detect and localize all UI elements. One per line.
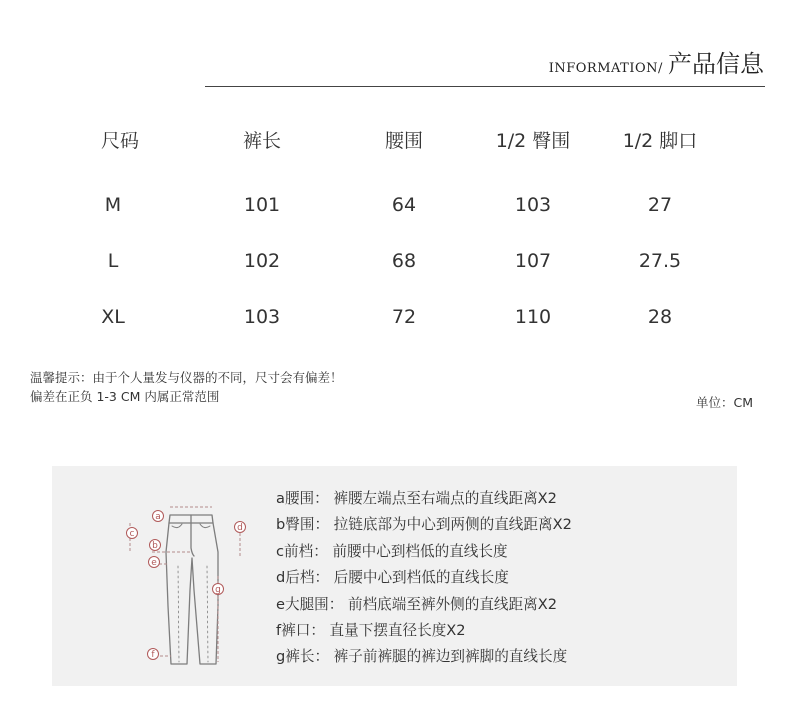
- definition-e: e大腿围： 前档底端至裤外侧的直线距离X2: [276, 595, 557, 613]
- tip-text: 温馨提示：由于个人量发与仪器的不同，尺寸会有偏差！: [30, 370, 343, 385]
- header-cell-size: 尺码: [100, 130, 140, 152]
- table-cell: 27.5: [638, 250, 682, 272]
- pants-diagram: [122, 486, 262, 676]
- table-row: [40, 306, 760, 336]
- table-header-row: [40, 126, 760, 156]
- table-cell: 27: [647, 194, 673, 216]
- table-cell: 64: [391, 194, 417, 216]
- table-cell: 101: [243, 194, 281, 216]
- unit-label: 单位：CM: [695, 395, 753, 410]
- marker-g-label: g: [215, 585, 221, 595]
- table-cell: 102: [243, 250, 281, 272]
- marker-a-label: a: [155, 512, 161, 522]
- table-cell: M: [104, 194, 122, 216]
- section-title-zh: 产品信息: [668, 50, 764, 78]
- table-cell: 28: [647, 306, 673, 328]
- table-cell: 107: [514, 250, 552, 272]
- header-cell-length: 裤长: [242, 130, 282, 152]
- section-title: [549, 44, 764, 79]
- table-row: [40, 194, 760, 224]
- tolerance-text: 偏差在正负 1-3 CM 内属正常范围: [30, 389, 220, 404]
- section-title-en: INFORMATION/: [548, 61, 663, 76]
- header-cell-hip: 1/2 臀围: [495, 130, 571, 152]
- marker-d-label: d: [237, 523, 243, 533]
- table-cell: XL: [101, 306, 125, 328]
- definition-a: a腰围： 裤腰左端点至右端点的直线距离X2: [276, 490, 557, 507]
- table-row: [40, 250, 760, 280]
- size-notes: [30, 368, 343, 406]
- header-cell-waist: 腰围: [384, 130, 424, 152]
- title-divider: [205, 86, 765, 87]
- definition-c: c前档： 前腰中心到档低的直线长度: [276, 542, 508, 560]
- definition-b: b臀围： 拉链底部为中心到两侧的直线距离X2: [276, 516, 572, 534]
- marker-e-label: e: [151, 558, 157, 568]
- marker-f-label: f: [151, 650, 155, 660]
- table-cell: 68: [391, 250, 417, 272]
- table-cell: L: [107, 250, 119, 272]
- measurement-guide: [52, 466, 737, 686]
- marker-c-label: c: [129, 529, 135, 539]
- definition-g: g裤长： 裤子前裤腿的裤边到裤脚的直线长度: [276, 648, 568, 666]
- table-cell: 103: [514, 194, 552, 216]
- marker-b-label: b: [152, 541, 158, 551]
- table-cell: 110: [514, 306, 552, 328]
- definition-d: d后档： 后腰中心到档低的直线长度: [276, 569, 509, 587]
- measurement-definitions: [276, 486, 572, 671]
- table-cell: 103: [243, 306, 281, 328]
- header-cell-hem: 1/2 脚口: [622, 130, 698, 152]
- table-cell: 72: [391, 306, 417, 328]
- definition-f: f裤口： 直量下摆直径长度X2: [276, 621, 466, 639]
